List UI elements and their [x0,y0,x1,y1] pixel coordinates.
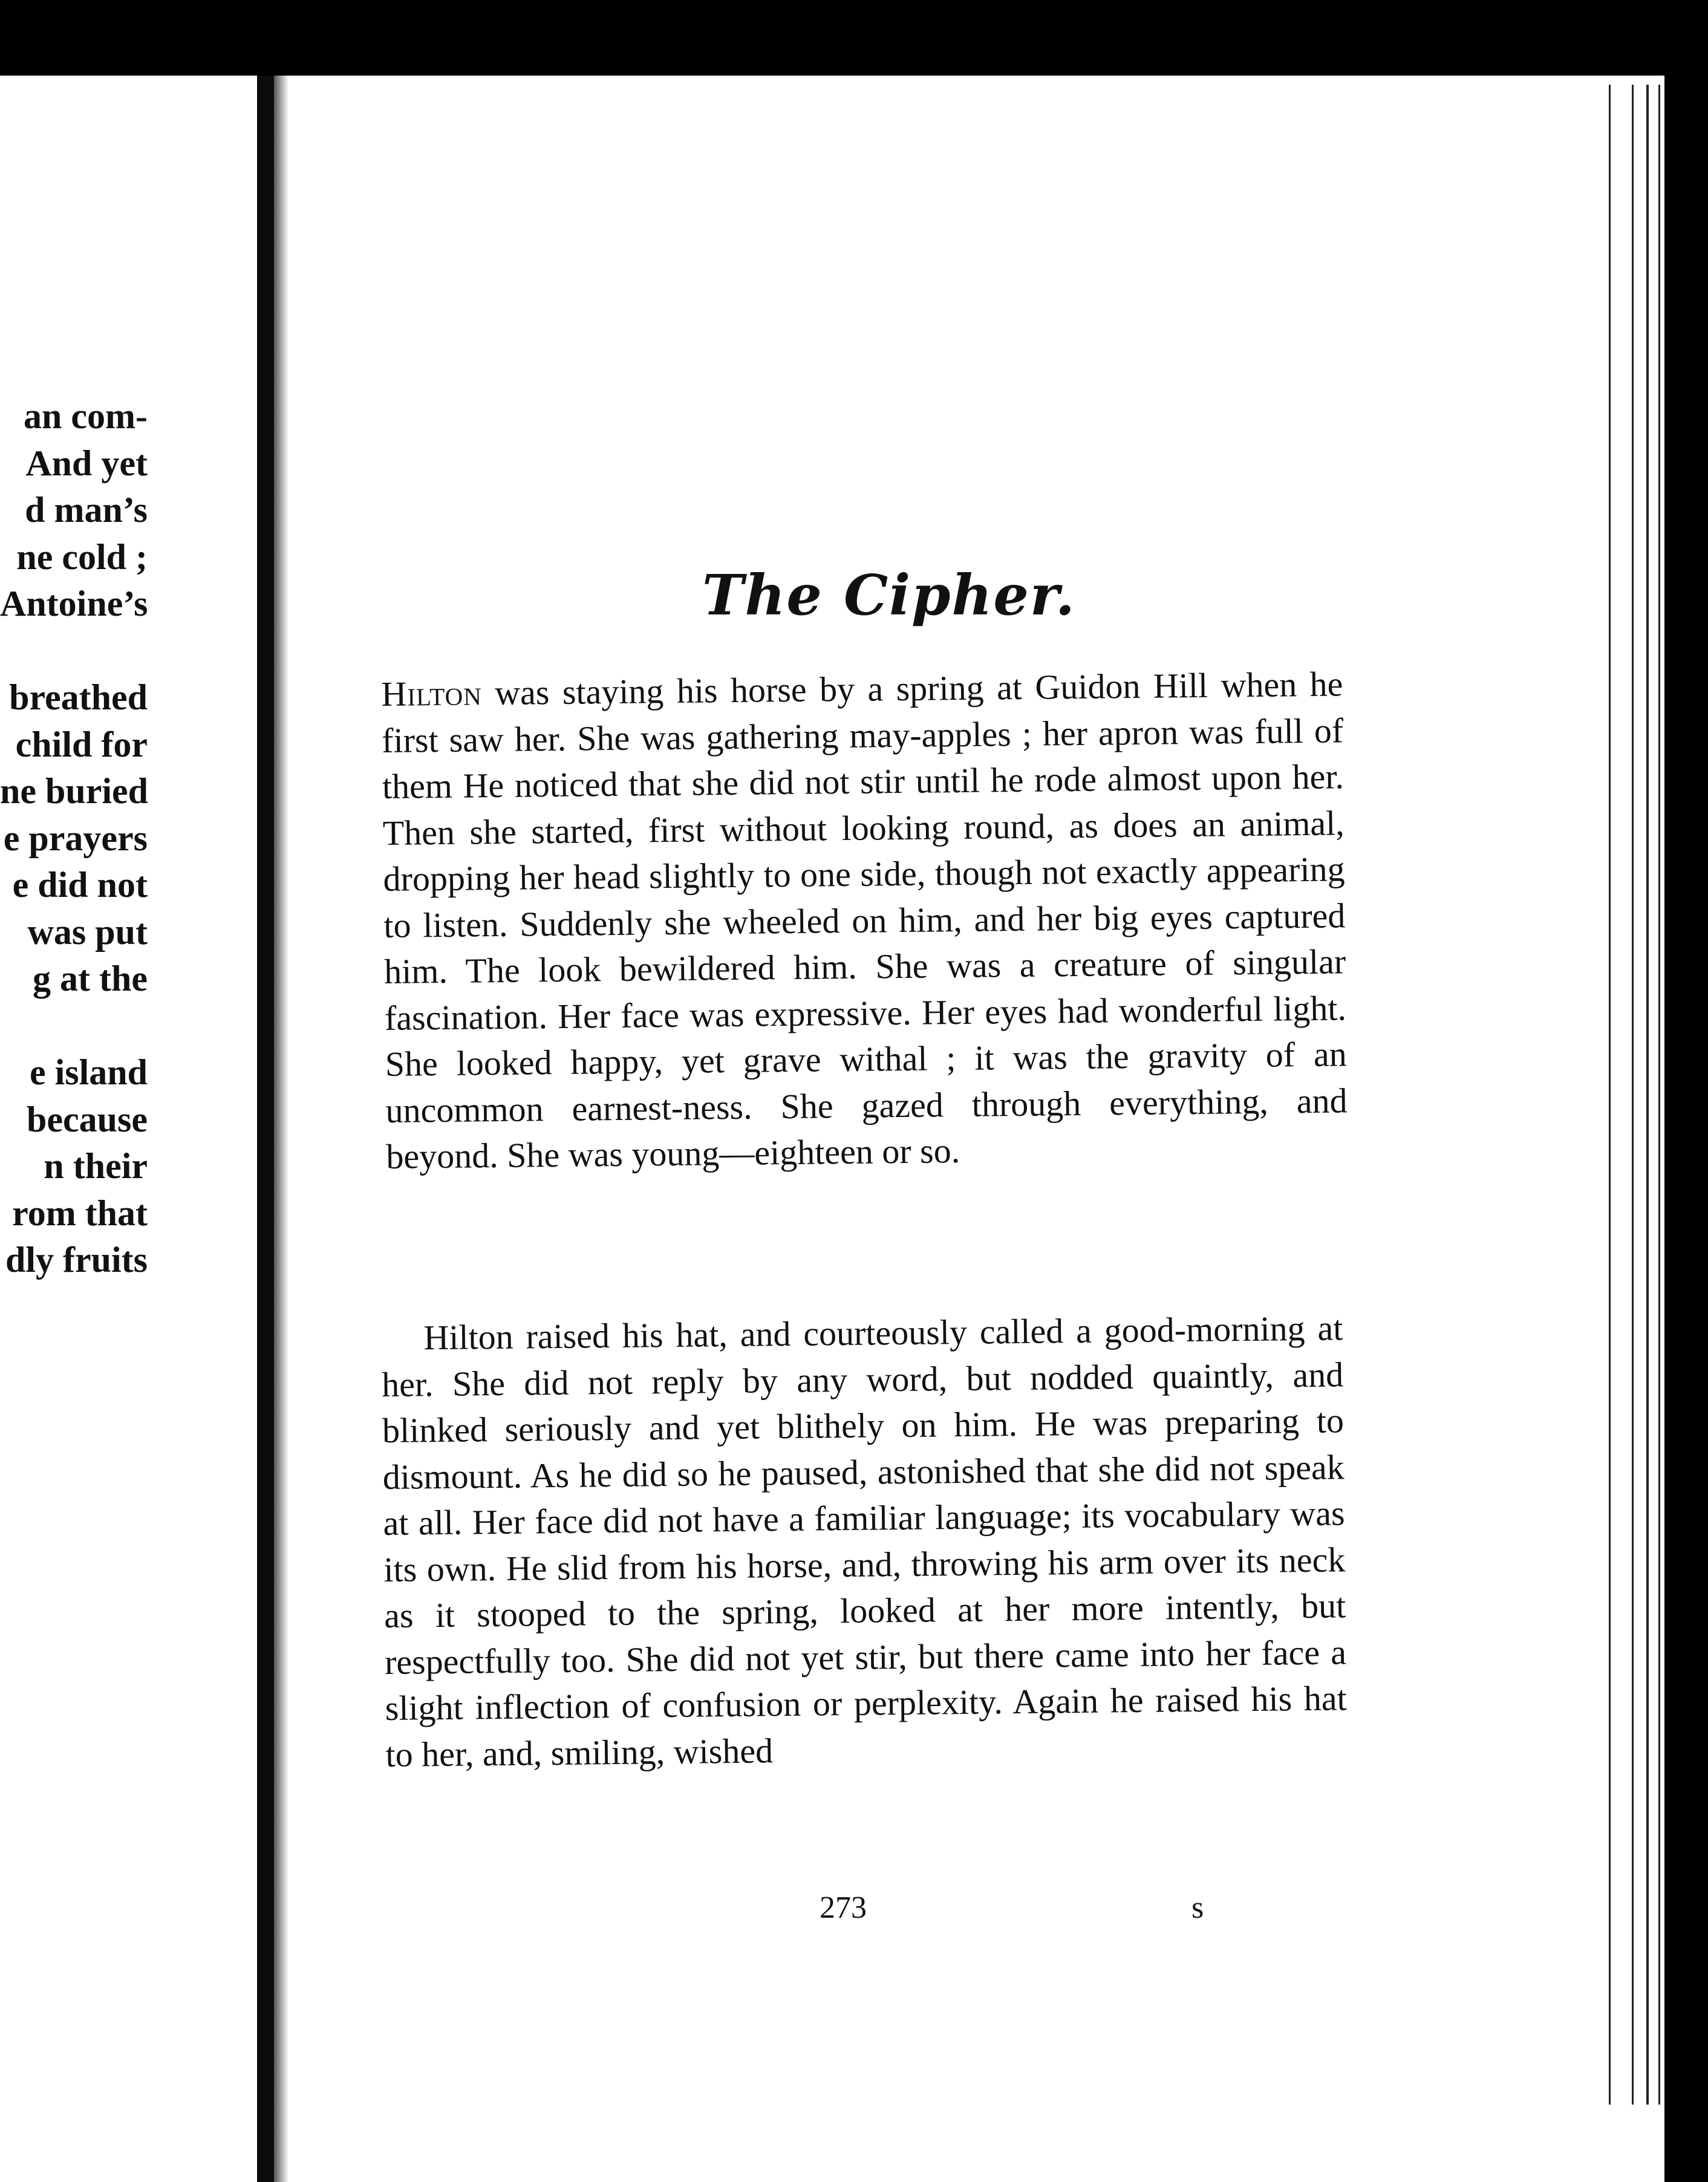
left-page-line: d man’s [25,490,148,530]
left-page-line: And yet [25,443,148,483]
left-page-line [0,1003,148,1050]
paragraph-1-lead-word: Hilton [381,673,483,714]
left-page-line: dly fruits [5,1240,148,1280]
left-page-line: child for [15,724,148,764]
left-page-line: Antoine’s [0,584,148,624]
left-page-line: g at the [33,959,148,998]
left-page-line: an com- [24,396,148,436]
book-gutter [257,76,274,2182]
left-page-line: e prayers [3,818,148,858]
signature-mark: s [1191,1891,1204,1925]
chapter-title: The Cipher. [702,562,1076,628]
gutter-shadow [274,76,288,2182]
left-page-line: n their [44,1146,148,1186]
left-page-line: because [27,1099,148,1139]
left-page-line: e island [29,1052,148,1092]
page-number: 273 [820,1891,867,1925]
page-edges [1609,85,1706,2105]
paragraph-2 [381,1305,1348,1778]
left-page-line [0,628,148,675]
left-page-line: ne cold ; [16,536,148,577]
left-page-line: rom that [12,1193,148,1233]
left-page-line: ne buried [0,771,149,811]
paragraph-1-text: was staying his horse by a spring at Guidon Hill when he first saw her. She was gathering may-apples ; her apron was full of them He noticed that she did not stir until he rode almost upon her. Then she started, first without looking round, as does an animal, dropping her head slightly to one side, though not exactly appearing to listen. Suddenly she wheeled on him, and her big eyes captured him. The look bewildered him. She was a creature of singular fascination. Her face was expressive. Her eyes had wonderful light. She looked happy, yet grave withal ; it was the gravity of an uncommon earnest-ness. She gazed through everything, and beyond. She was young—eighteen or so. [381,664,1348,1176]
left-page-line: e did not [12,865,148,905]
left-page-line: was put [27,911,148,952]
scan-top-border [0,0,1708,76]
paragraph-2-text: Hilton raised his hat, and courteously called a good-morning at her. She did not reply by any word, but nodded quaintly, and blinked seriously and yet blithely on him. He was preparing to dismount. As he did so he paused, astonished that she did not speak at all. Her face did not have a familiar language; its vocabulary was its own. He slid from his horse, and, throwing his arm over its neck as it stooped to the spring, looked at her more intently, but respectfully too. She did not yet stir, but there came into her face a slight inflection of confusion or perplexity. Again he raised his hat to her, and, smiling, wished [381,1308,1348,1774]
left-page-fragment [0,299,148,1284]
paragraph-1 [381,661,1348,1180]
left-page-line: breathed [9,677,148,717]
